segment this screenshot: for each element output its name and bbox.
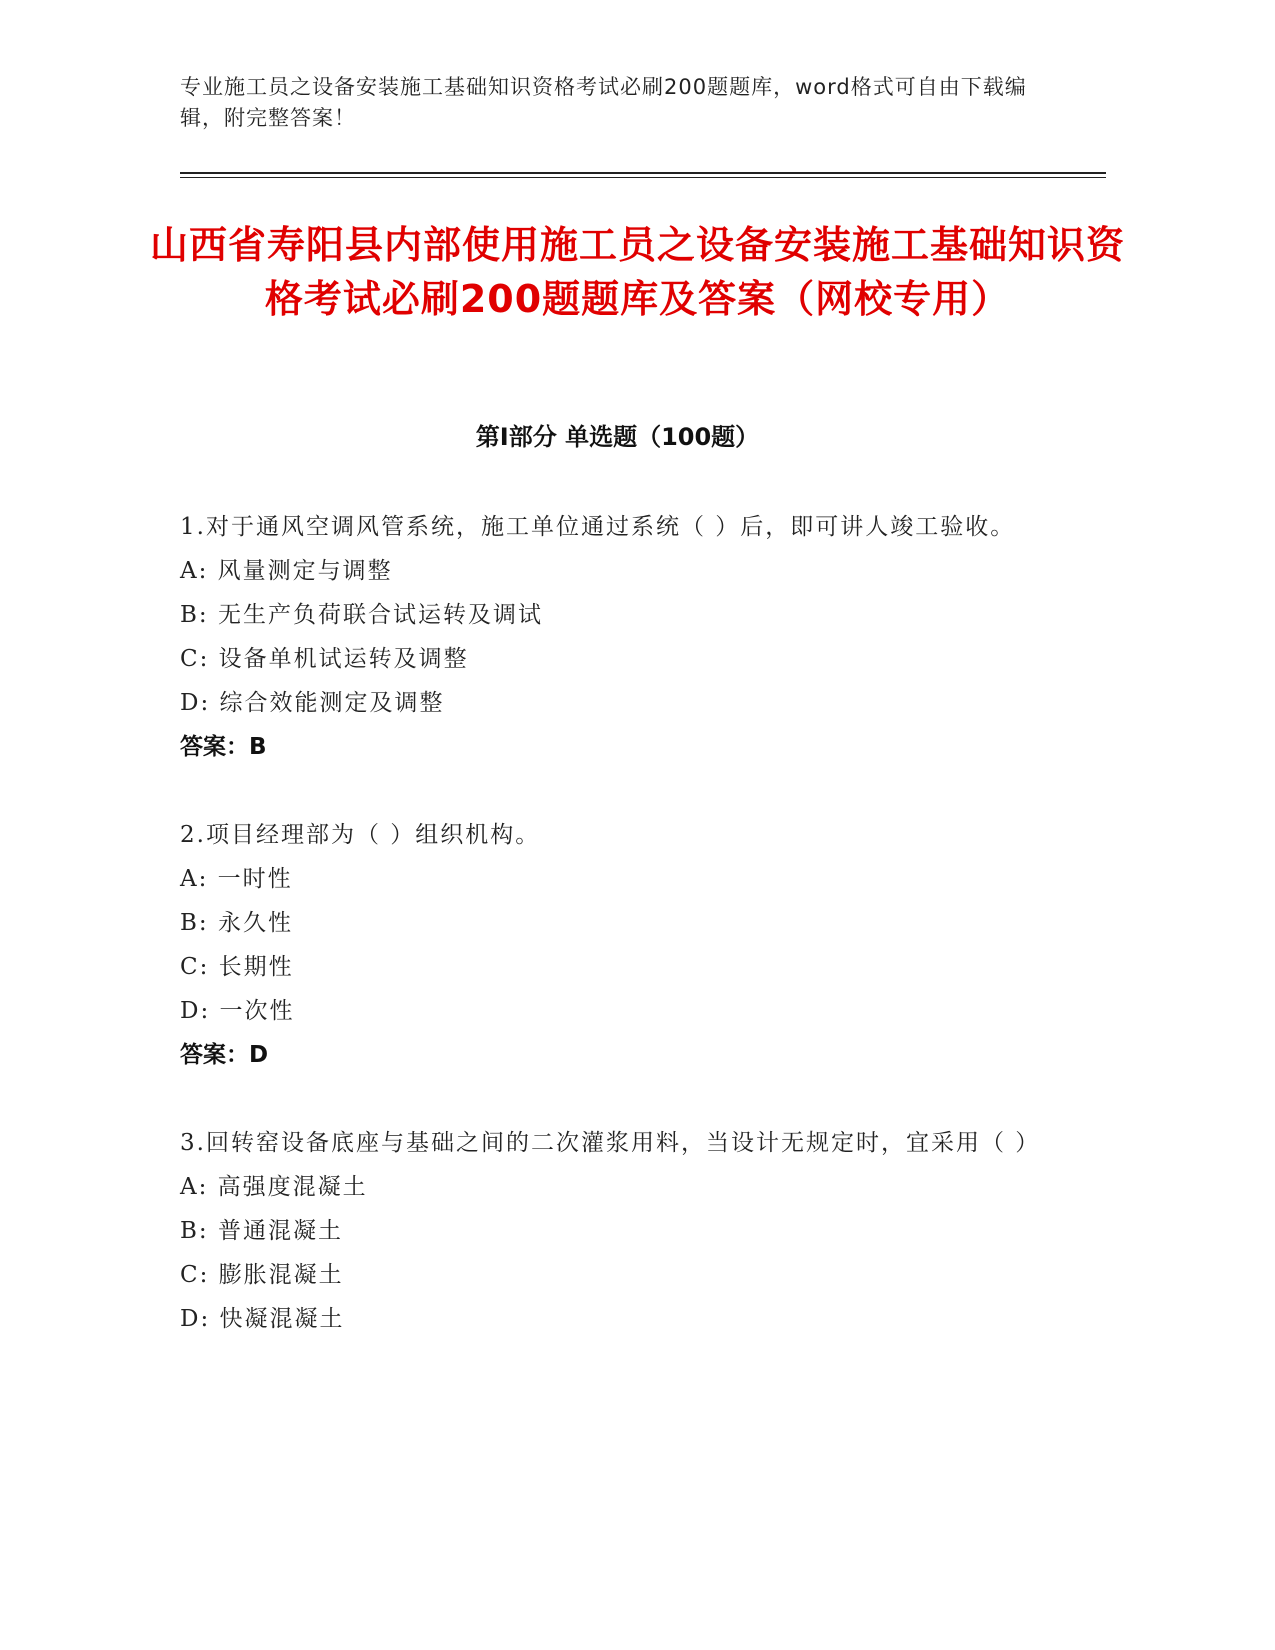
option-c: C: 设备单机试运转及调整 [180, 646, 469, 672]
option-d: D: 快凝混凝土 [180, 1306, 345, 1332]
option-b: B: 无生产负荷联合试运转及调试 [180, 602, 543, 628]
option-d: D: 综合效能测定及调整 [180, 690, 445, 716]
option-a: A: 高强度混凝土 [180, 1174, 368, 1200]
answer: 答案：B [180, 734, 267, 760]
section-title: 第I部分 单选题（100题） [475, 423, 760, 451]
question-item [180, 505, 1040, 769]
question-item [180, 813, 1040, 1077]
option-b: B: 永久性 [180, 910, 293, 936]
question-item [180, 1121, 1040, 1341]
option-a: A: 风量测定与调整 [180, 558, 393, 584]
option-c: C: 长期性 [180, 954, 294, 980]
answer: 答案：D [180, 1042, 269, 1068]
option-b: B: 普通混凝土 [180, 1218, 343, 1244]
option-d: D: 一次性 [180, 998, 295, 1024]
header-note: 专业施工员之设备安装施工基础知识资格考试必刷200题题库，word格式可自由下载编辑，附完整答案！ [180, 75, 1027, 130]
question-stem: 3.回转窑设备底座与基础之间的二次灌浆用料，当设计无规定时，宜采用（ ） [180, 1130, 1041, 1156]
question-stem: 2.项目经理部为（ ）组织机构。 [180, 822, 541, 848]
question-stem: 1.对于通风空调风管系统，施工单位通过系统（ ）后，即可讲人竣工验收。 [180, 514, 1016, 540]
header-divider-thin [180, 177, 1106, 178]
document-title: 山西省寿阳县内部使用施工员之设备安装施工基础知识资格考试必刷200题题库及答案（网校专用） [150, 223, 1126, 321]
header-divider-thick [180, 172, 1106, 174]
option-c: C: 膨胀混凝土 [180, 1262, 344, 1288]
question-list [180, 505, 1040, 1385]
option-a: A: 一时性 [180, 866, 293, 892]
